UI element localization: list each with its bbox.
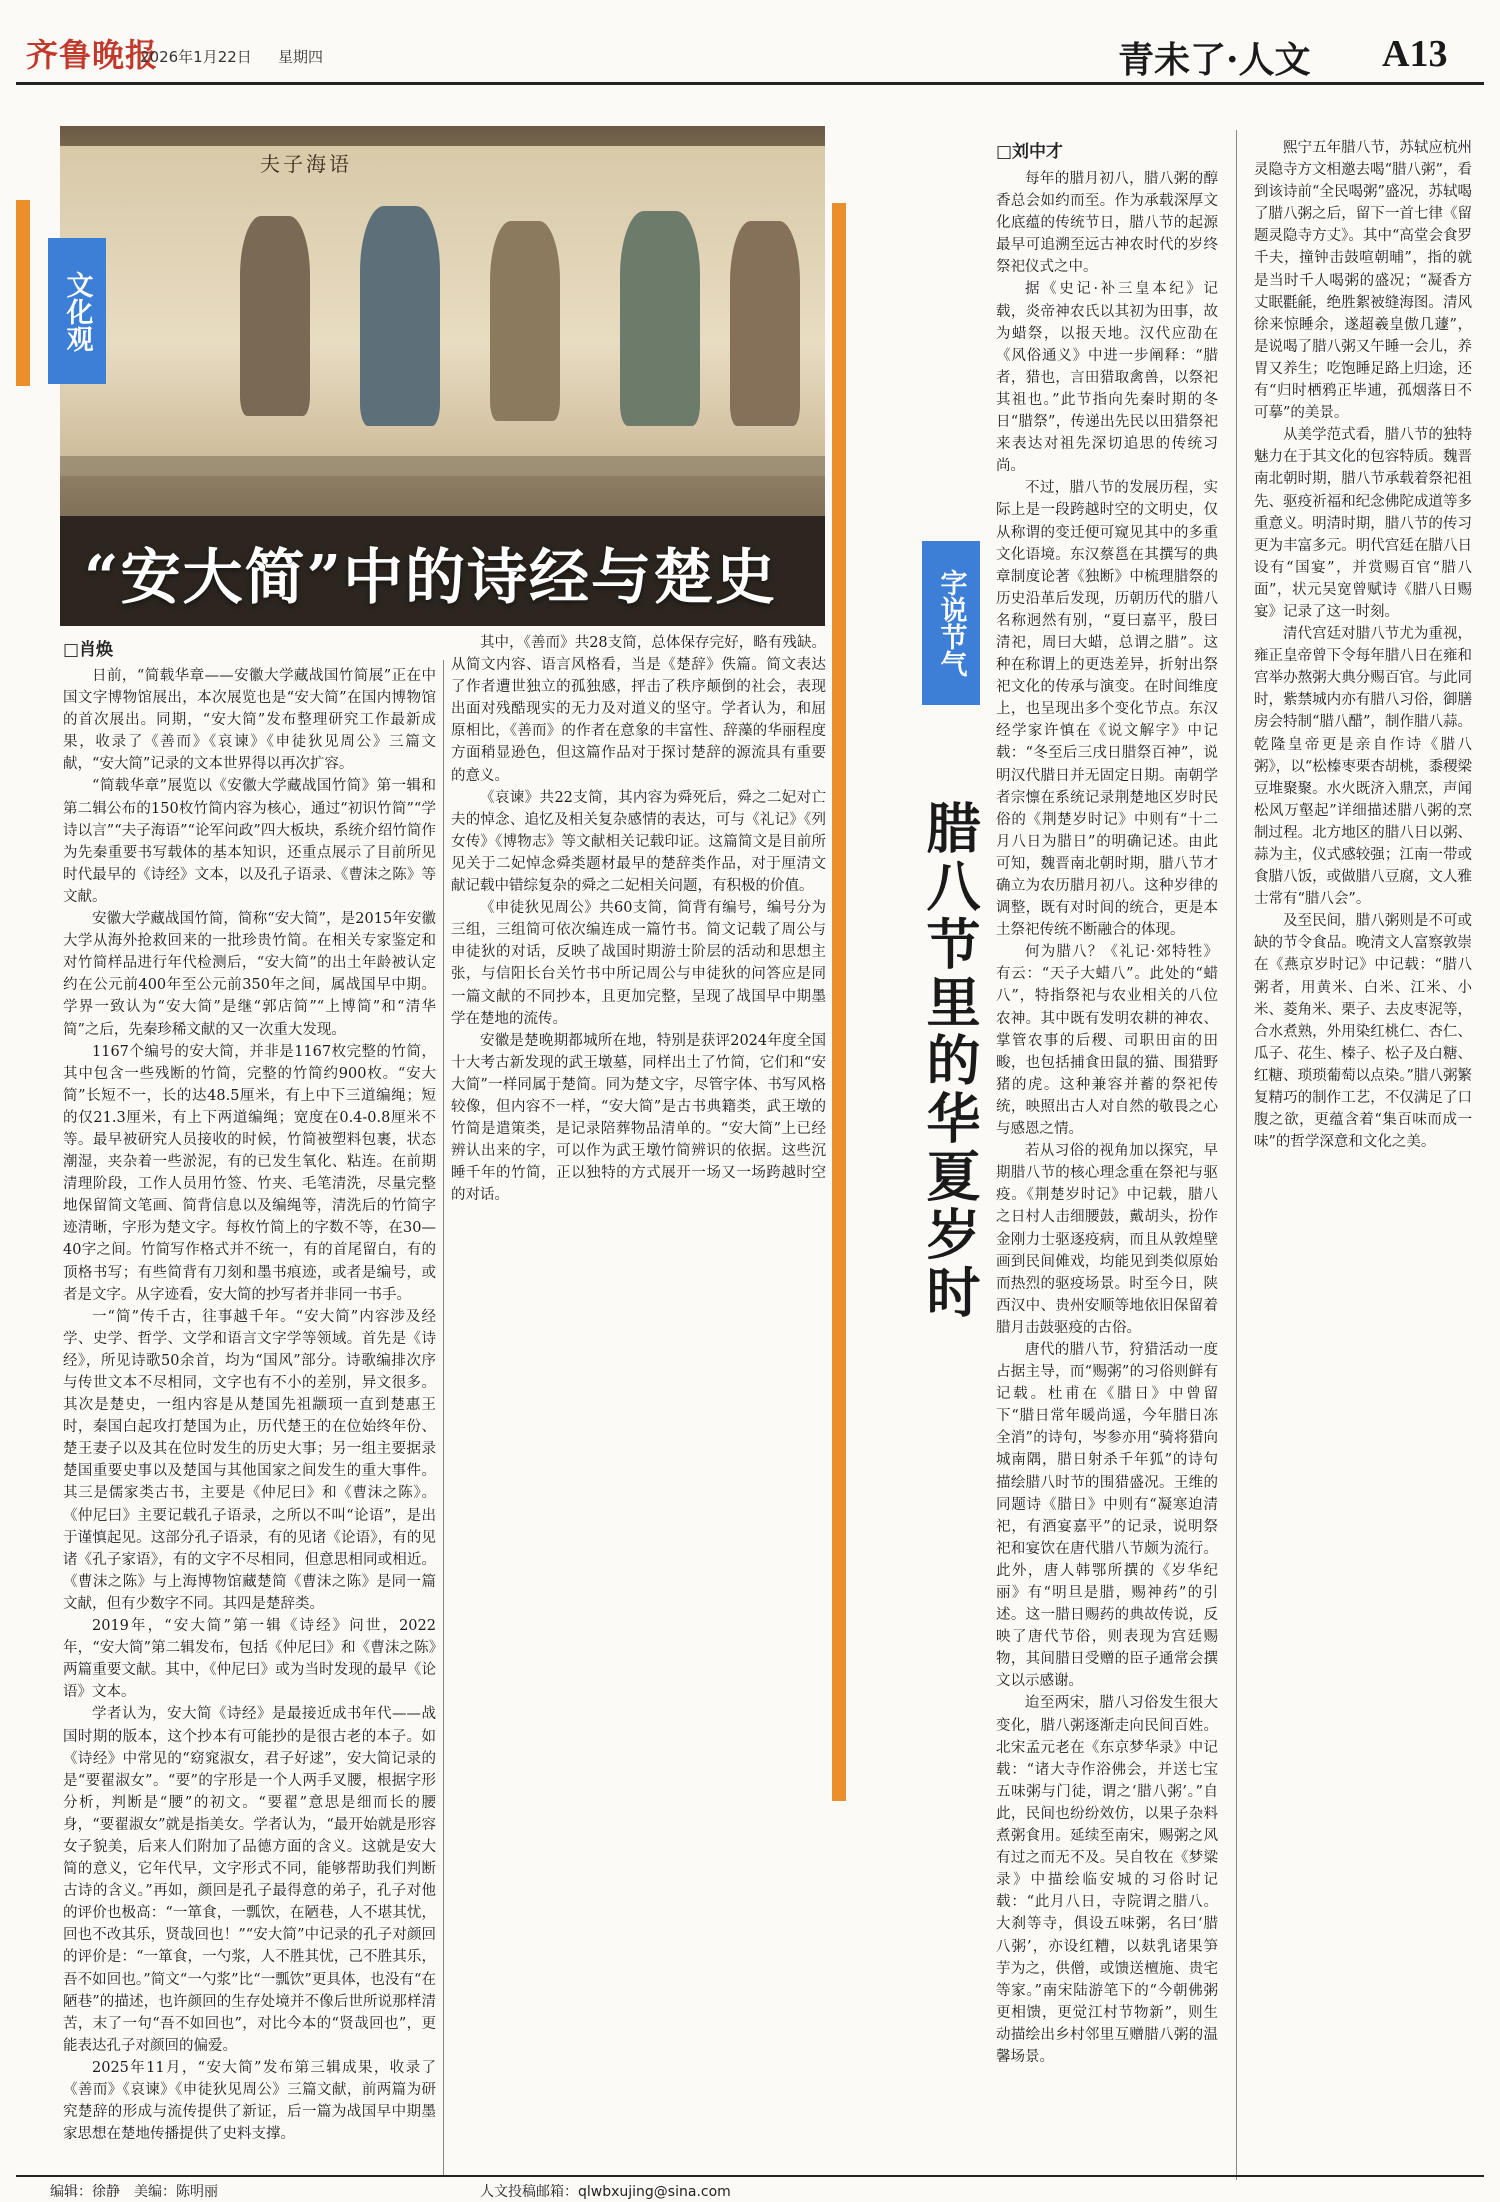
paragraph: 学者认为，安大简《诗经》是最接近成书年代——战国时期的版本，这个抄本有可能抄的是很古老的本子。如《诗经》中常见的“窈窕淑女，君子好逑”，安大简记录的是“要翟淑女”。“要”的字形是一个人两手叉腰，根据字形分析，判断是“腰”的初文。“要翟”意思是细而长的腰身，“要翟淑女”就是指美女。学者认为，“最开始就是形容女子貌美，后来人们附加了品德方面的含义。这就是安大简的意义，它年代早，文字形式不同，能够帮助我们判断古诗的含义。”再如，颜回是孔子最得意的弟子，孔子对他的评价也极高：“一箪食，一瓢饮，在陋巷，人不堪其忧，回也不改其乐，贤哉回也！”“安大简”中记录的孔子对颜回的评价是：“一箪食，一勺浆，人不胜其忧，己不胜其乐，吾不如回也。”简文“一勺浆”比“一瓢饮”更具体，也没有“在陋巷”的描述，也许颜回的生存处境并不像后世所说那样清苦，末了一句“吾不如回也”，对比今本的“贤哉回也”，更能表达孔子对颜回的偏爱。	[63, 1706, 436, 2054]
paragraph: 从美学范式看，腊八节的独特魅力在于其文化的包容特质。魏晋南北朝时期，腊八节承载着祭祀祖先、驱疫祈福和纪念佛陀成道等多重意义。明清时期，腊八节的传习更为丰富多元。明代宫廷在腊八日设有“国宴”，并赏赐百官“腊八面”，状元吴宽曾赋诗《腊八日赐宴》记录了这一时刻。	[1254, 427, 1472, 620]
paragraph: 《申徒狄见周公》共60支简，简背有编号，编号分为三组，三组简可依次编连成一篇竹书。简文记载了周公与申徒狄的对话，反映了战国时期游士阶层的活动和思想主张，与信阳长台关竹书中所记周公与申徒狄的问答应是同一篇文献的不同抄本，且更加完整，呈现了战国早中期墨学在楚地的流传。	[451, 900, 826, 1027]
paragraph: 清代宫廷对腊八节尤为重视，雍正皇帝曾下令每年腊八日在雍和宫举办熬粥大典分赐百官。与此同时，紫禁城内亦有腊八习俗，御膳房会特制“腊八醋”，制作腊八蒜。乾隆皇帝更是亲自作诗《腊八粥》，以“松榛枣栗杏胡桃，黍稷梁豆堆聚聚。水火既济入鼎烹，声闻松风万壑起”详细描述腊八粥的烹制过程。北方地区的腊八日以粥、蒜为主，仪式感较强；江南一带或食腊八饭，或做腊八豆腐，文人雅士常有“腊八会”。	[1254, 626, 1472, 908]
paragraph: 安徽是楚晚期都城所在地，特别是获评2024年度全国十大考古新发现的武王墩墓，同样出土了竹简，它们和“安大简”一样同属于楚简。同为楚文字，尽管字体、书写风格较像，但内容不一样，“安大简”是古书典籍类，武王墩的竹简是遣策类，是记录陪葬物品清单的。“安大简”上已经辨认出来的字，可以作为武王墩竹简辨识的依据。这些沉睡千年的竹简，正以独特的方式展开一场又一场跨越时空的对话。	[451, 1032, 826, 1204]
paragraph: 何为腊八？《礼记·郊特牲》有云：“天子大蜡八”。此处的“蜡八”，特指祭祀与农业相关的八位农神。其中既有发明农耕的神农、掌管农事的后稷、司职田亩的田畯，也包括捕食田鼠的猫、围猎野猪的虎。这种兼容并蓄的祭祀传统，映照出古人对自然的敬畏之心与感恩之情。	[996, 944, 1218, 1138]
article2-byline: □刘中才	[996, 142, 1064, 162]
photo-banner: 夫子海语	[260, 152, 352, 176]
article2-column-tag	[922, 541, 980, 705]
article1-column-1	[63, 665, 436, 2175]
paragraph: 安徽大学藏战国竹简，简称“安大简”，是2015年安徽大学从海外抢救回来的一批珍贵竹简。在相关专家鉴定和对竹简样品进行年代检测后，“安大简”的出土年龄被认定约在公元前400年至公元前350年之间，属战国早中期。学界一致认为“安大简”是继“郭店简”“上博简”和“清华简”之后，先秦珍稀文献的又一次重大发现。	[63, 911, 436, 1038]
article2-column-1	[996, 168, 1218, 2180]
photo-wall	[60, 146, 825, 476]
article2-headline: 腊八节里的华夏岁时	[918, 800, 982, 1322]
paragraph: 迨至两宋，腊八习俗发生很大变化，腊八粥逐渐走向民间百姓。北宋孟元老在《东京梦华录》中记载：“诸大寺作浴佛会，并送七宝五味粥与门徒，谓之‘腊八粥’。”自此，民间也纷纷效仿，以果子杂料煮粥食用。延续至南宋，赐粥之风有过之而无不及。吴自牧在《梦粱录》中描绘临安城的习俗时记载：“此月八日，寺院谓之腊八。大刹等寺，俱设五味粥，名曰‘腊八粥’，亦设红糟，以麸乳诸果笋芋为之，供僧，或馈送檀施、贵宅等家。”南宋陆游笔下的“今朝佛粥更相馈，更觉江村节物新”，则生动描绘出乡村邻里互赠腊八粥的温馨场景。	[996, 1695, 1218, 2065]
photo-figure	[360, 206, 440, 426]
section-title: 青未了·人文	[1118, 39, 1311, 81]
bottom-rule	[16, 2175, 1484, 2177]
article1-column-2	[451, 632, 826, 2175]
column-divider	[443, 660, 444, 2175]
article1-column-tag	[48, 238, 106, 384]
top-rule	[16, 82, 1484, 85]
article2-tag-label: 字说节气	[935, 569, 967, 677]
article2-column-2	[1254, 137, 1472, 2180]
page-number: A13	[1382, 33, 1448, 75]
paragraph: 每年的腊月初八，腊八粥的醇香总会如约而至。作为承载深厚文化底蕴的传统节日，腊八节的起源最早可追溯至远古神农时代的岁终祭祀仪式之中。	[996, 171, 1218, 276]
photo-figure	[490, 221, 560, 421]
masthead	[0, 0, 1500, 80]
article1-tag-label: 文化观	[61, 270, 93, 352]
photo-figure	[730, 221, 800, 426]
article1-headline: “安大简”中的诗经与楚史	[84, 543, 778, 613]
paragraph: 一“简”传千古，往事越千年。“安大简”内容涉及经学、史学、哲学、文学和语言文字学等领域。首先是《诗经》，所见诗歌50余首，均为“国风”部分。诗歌编排次序与传世文本不尽相同，文字也有不小的差别，异文很多。其次是楚史，一组内容是从楚国先祖颛顼一直到楚惠王时，秦国白起攻打楚国为止，历代楚王的在位始终年份、楚王妻子以及其在位时发生的历史大事；另一组主要据录楚国重要史事以及楚国与其他国家之间发生的重大事件。其三是儒家类古书，主要是《仲尼曰》和《曹沫之陈》。《仲尼曰》主要记载孔子语录，之所以不叫“论语”，是出于谨慎起见。这部分孔子语录，有的见诸《论语》，有的见诸《孔子家语》，有的文字不尽相同，但意思相同或相近。《曹沫之陈》与上海博物馆藏楚简《曹沫之陈》是同一篇文献，但有少数字不同。其四是楚辞类。	[63, 1308, 436, 1612]
paragraph: 1167个编号的安大简，并非是1167枚完整的竹简，其中包含一些残断的竹简，完整的竹简约900枚。“安大简”长短不一，长的达48.5厘米，有上中下三道编绳；短的仅21.3厘米，有上下两道编绳；宽度在0.4-0.8厘米不等。最早被研究人员接收的时候，竹简被塑料包裹，状态潮湿，夹杂着一些淤泥，有的已发生氧化、粘连。在前期清理阶段，工作人员用竹签、竹夹、毛笔清洗，尽量完整地保留简文笔画、简背信息以及编绳等，清洗后的竹简字迹清晰，字形为楚文字。每枚竹简上的字数不等，在30—40字之间。竹简写作格式并不统一，有的首尾留白，有的顶格书写；有些简背有刀刻和墨书痕迹，或者是编号，或者是文字。从字迹看，安大简的抄写者并非同一书手。	[63, 1043, 436, 1303]
paragraph: 2019年，“安大简”第一辑《诗经》问世，2022年，“安大简”第二辑发布，包括《仲尼曰》和《曹沫之陈》两篇重要文献。其中，《仲尼曰》或为当时发现的最早《论语》文本。	[63, 1618, 436, 1701]
paragraph: 日前，“简载华章——安徽大学藏战国竹简展”正在中国文字博物馆展出，本次展览也是“安大简”在国内博物馆的首次展出。同期，“安大简”发布整理研究工作最新成果，收录了《善而》《哀谏》《申徒狄见周公》三篇文献，“安大简”记录的文本世界得以再次扩容。	[63, 668, 436, 773]
paragraph: 《哀谏》共22支简，其内容为舜死后，舜之二妃对亡夫的悼念、追忆及相关复杂感情的表达，可与《礼记》《列女传》《博物志》等文献相关记载印证。这篇简文是目前所见关于二妃悼念舜类题材最早的楚辞类作品，对于厘清文献记载中错综复杂的舜之二妃相关问题，有积极的价值。	[451, 789, 826, 895]
paragraph: 若从习俗的视角加以探究，早期腊八节的核心理念重在祭祀与驱疫。《荆楚岁时记》中记载，腊八之日村人击细腰鼓，戴胡头，扮作金刚力士驱逐疫病，而且从敦煌壁画到民间傩戏，均能见到类似原始而热烈的驱疫场景。时至今日，陕西汉中、贵州安顺等地依旧保留着腊月击鼓驱疫的古俗。	[996, 1143, 1218, 1336]
photo-figure	[240, 216, 310, 416]
paragraph: 2025年11月，“安大简”发布第三辑成果，收录了《善而》《哀谏》《申徒狄见周公》三篇文献，前两篇为研究楚辞的形成与流传提供了新证，后一篇为战国早中期墨家思想在楚地传播提供了史料支撑。	[63, 2059, 436, 2143]
footer-email: 人文投稿邮箱：qlwbxujing@sina.com	[480, 2184, 731, 2200]
newspaper-logo: 齐鲁晚报	[26, 36, 159, 74]
issue-date: 2026年1月22日	[140, 48, 252, 66]
accent-bar-left	[16, 200, 30, 386]
column-divider	[1236, 130, 1237, 2180]
paragraph: 及至民间，腊八粥则是不可或缺的节令食品。晚清文人富察敦崇在《燕京岁时记》中记载：“腊八粥者，用黄米、白米、江米、小米、菱角米、栗子、去皮枣泥等，合水煮熟，外用染红桃仁、杏仁、瓜子、花生、榛子、松子及白糖、红糖、琐琐葡萄以点染。”腊八粥繁复精巧的制作工艺，不仅满足了口腹之欲，更蕴含着“集百味而成一味”的哲学深意和文化之美。	[1254, 913, 1472, 1151]
accent-bar-right	[832, 203, 846, 1801]
paragraph: 熙宁五年腊八节，苏轼应杭州灵隐寺方文相邀去喝“腊八粥”，看到该诗前“全民喝粥”盛况，苏轼喝了腊八粥之后，留下一首七律《留题灵隐寺方丈》。其中“高堂会食罗千夫，撞钟击鼓喧朝晡”，指的就是当时千人喝粥的盛况；“凝香方丈眠氍毹，绝胜絮被缝海图。清风徐来惊睡余，遂超羲皇傲几蘧”，是说喝了腊八粥又午睡一会儿，养胃又养生；吃饱睡足路上归途，还有“归时栖鸦正毕逋，孤烟落日不可摹”的美景。	[1254, 140, 1472, 422]
paragraph: 据《史记·补三皇本纪》记载，炎帝神农氏以其初为田事，故为蜡祭，以报天地。汉代应劭在《风俗通义》中进一步阐释：“腊者，猎也，言田猎取禽兽，以祭祀其祖也。”此节指向先秦时期的冬日“腊祭”，传递出先民以田猎祭祀来表达对祖先深切追思的传统习尚。	[996, 281, 1218, 475]
paragraph: “简载华章”展览以《安徽大学藏战国竹简》第一辑和第二辑公布的150枚竹简内容为核心，通过“初识竹简”“学诗以言”“夫子海语”“论军问政”四大板块，系统介绍竹简作为先秦重要书写载体的基本知识，还重点展示了目前所见时代最早的《诗经》文本，以及孔子语录、《曹沫之陈》等文献。	[63, 778, 436, 905]
paragraph: 其中，《善而》共28支简，总体保存完好，略有残缺。从简文内容、语言风格看，当是《楚辞》佚篇。简文表达了作者遭世独立的孤独感，抨击了秩序颠倒的社会，表现出面对残酷现实的无力及对道义的坚守。学者认为，和屈原相比，《善而》的作者在意象的丰富性、辞藻的华丽程度方面稍显逊色，但这篇作品对于探讨楚辞的源流具有重要的意义。	[451, 635, 826, 784]
photo-figure	[620, 211, 700, 426]
display-case	[60, 456, 825, 516]
footer-editors: 编辑：徐静 美编：陈明丽	[50, 2184, 218, 2200]
paragraph: 唐代的腊八节，狩猎活动一度占据主导，而“赐粥”的习俗则鲜有记载。杜甫在《腊日》中曾留下“腊日常年暖尚遥，今年腊日冻全消”的诗句，岑参亦用“骑将猎向城南隅，腊日射杀千年狐”的诗句描绘腊八时节的围猎盛况。王维的同题诗《腊日》中则有“凝寒迫清祀，有酒宴嘉平”的记录，说明祭祀和宴饮在唐代腊八节颇为流行。此外，唐人韩鄂所撰的《岁华纪丽》有“明旦是腊，赐神药”的引述。这一腊日赐药的典故传说，反映了唐代节俗，则表现为宫廷赐物，其间腊日受赠的臣子通常会撰文以示感谢。	[996, 1341, 1218, 1690]
issue-weekday: 星期四	[278, 48, 324, 66]
paragraph: 不过，腊八节的发展历程，实际上是一段跨越时空的文明史，仅从称谓的变迁便可窥见其中的多重文化语境。东汉蔡邕在其撰写的典章制度论著《独断》中梳理腊祭的历史沿革后发现，历朝历代的腊八名称迥然有别，“夏曰嘉平，殷曰清祀，周曰大蜡，总谓之腊”。这种在称谓上的更迭差异，折射出祭祀文化的传承与演变。在时间维度上，也呈现出多个变化节点。东汉经学家许慎在《说文解字》中记载：“冬至后三戌日腊祭百神”，说明汉代腊日并无固定日期。南朝学者宗懔在系统记录荆楚地区岁时民俗的《荆楚岁时记》中则有“十二月八日为腊日”的明确记述。由此可知，魏晋南北朝时期，腊八节才确立为农历腊月初八。这种岁律的调整，既有对时间的统合，更是本土祭祀传统不断融合的体现。	[996, 480, 1218, 939]
article1-byline: □肖焕	[63, 640, 114, 660]
